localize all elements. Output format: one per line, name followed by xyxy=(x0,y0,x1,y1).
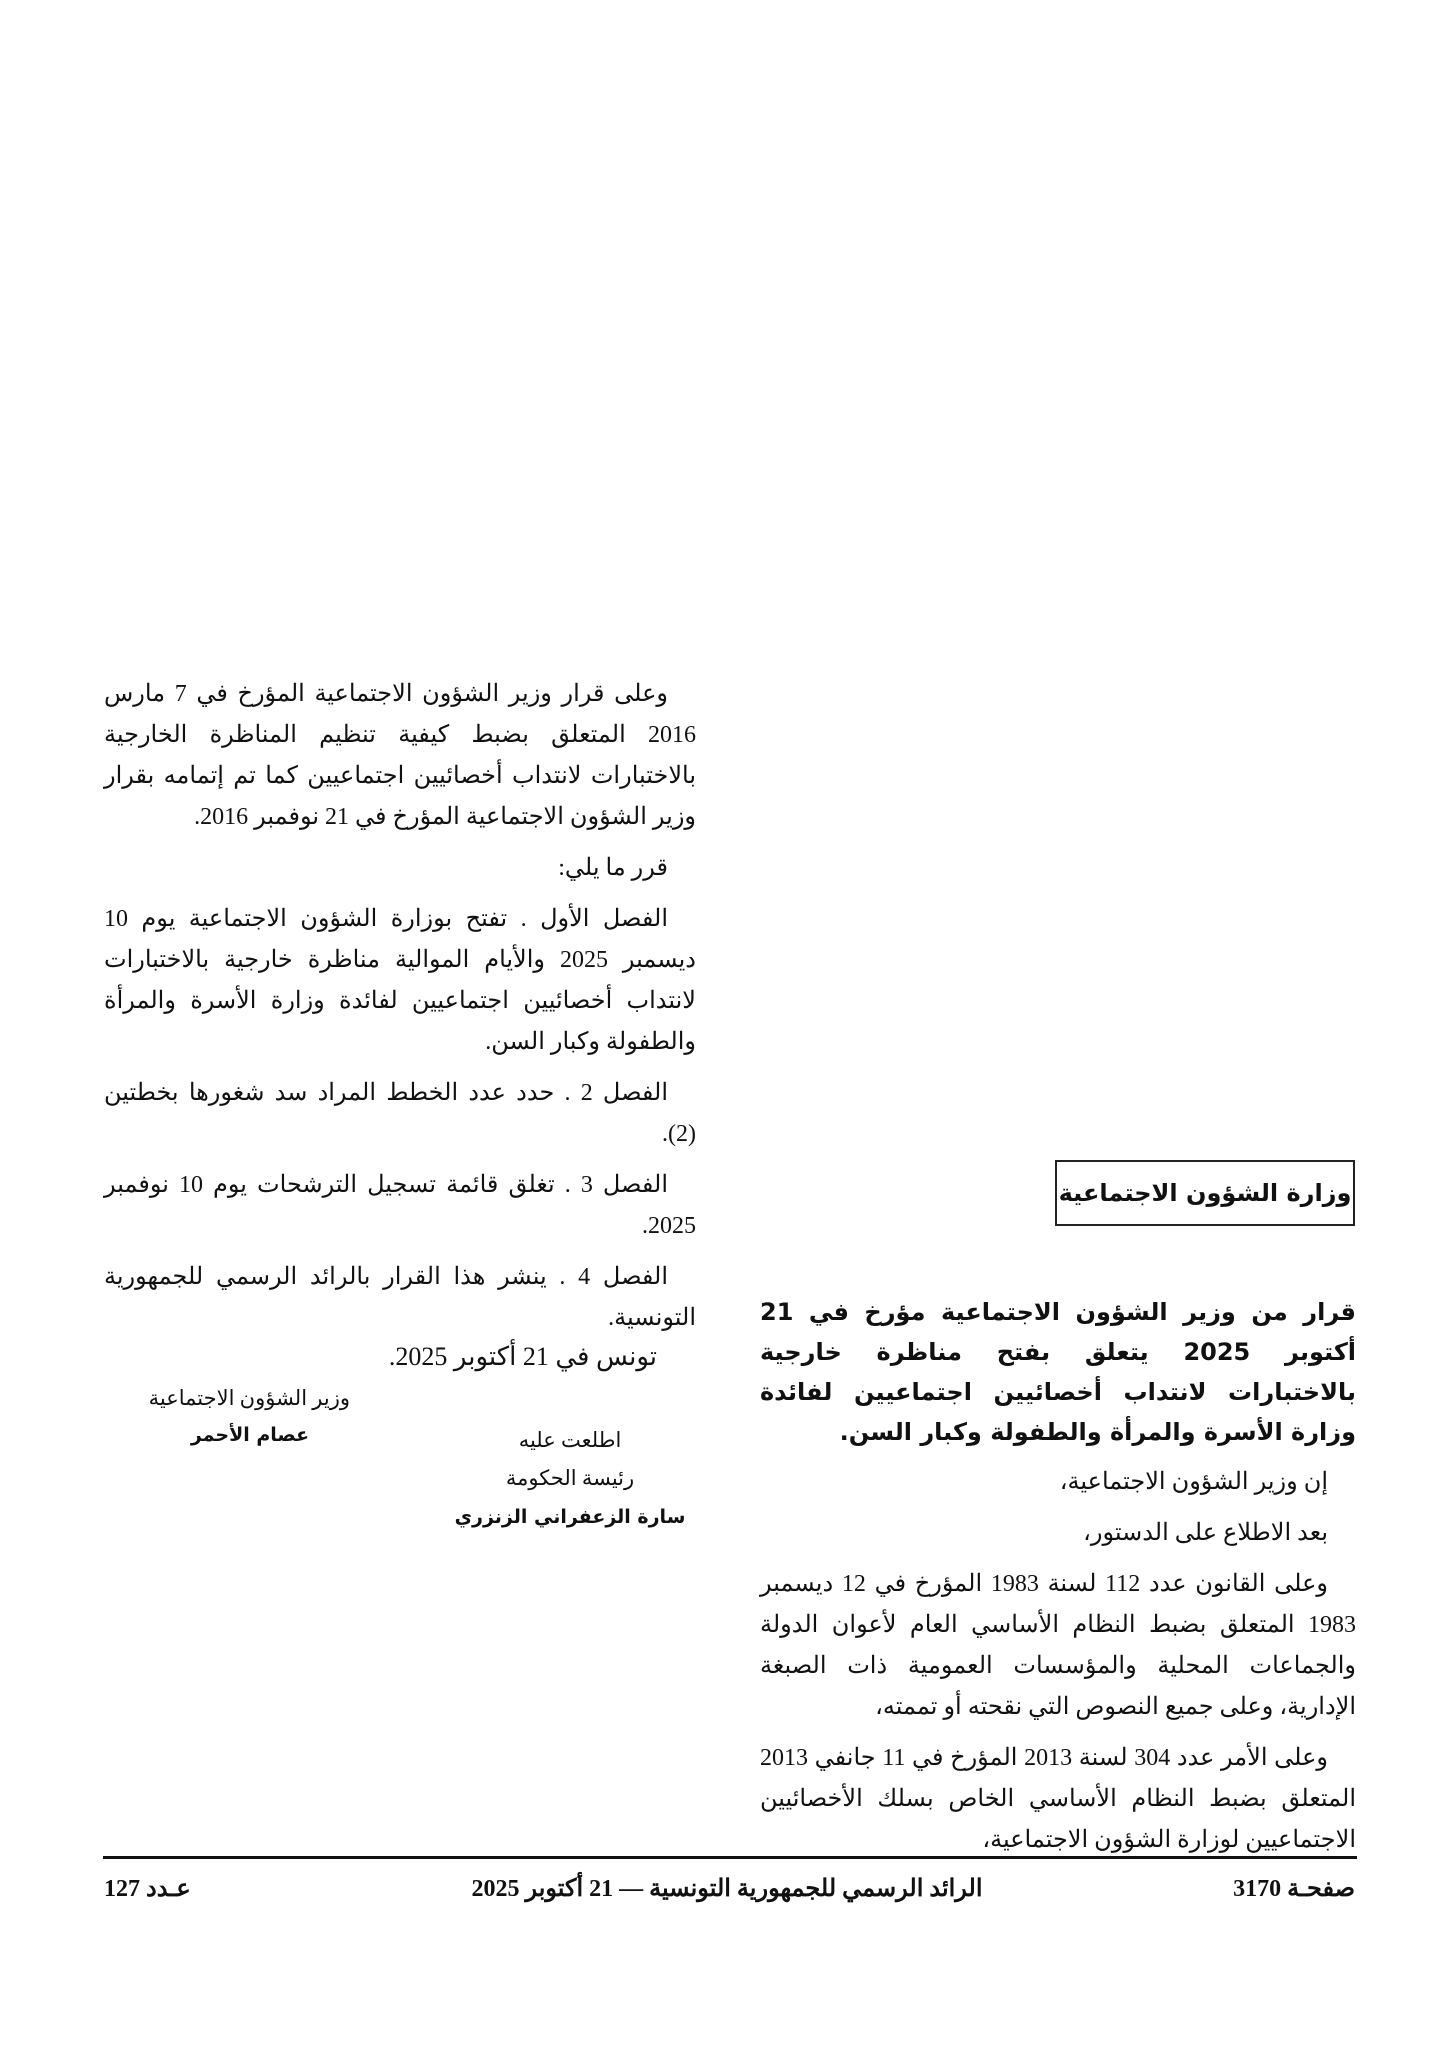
article-4: الفصل 4 . ينشر هذا القرار بالرائد الرسمي للجمهورية التونسية. xyxy=(104,1264,696,1331)
seen-label: اطلعت عليه xyxy=(518,1428,622,1452)
decides-line: قرر ما يلي: xyxy=(558,855,668,881)
decree-title: قرار من وزير الشؤون الاجتماعية مؤرخ في 21 أكتوبر 2025 يتعلق بفتح مناظرة خارجية بالاختبارات لانتداب أخصائيين اجتماعيين لفائدة وزارة الأسرة والمرأة والطفولة وكبار السن. xyxy=(760,1298,1357,1446)
footer-page-number: صفحـة 3170 xyxy=(1233,1876,1355,1902)
left-column xyxy=(104,674,696,1349)
head-of-government-title: رئيسة الحكومة xyxy=(505,1466,635,1490)
date-place: تونس في 21 أكتوبر 2025. xyxy=(388,1342,657,1371)
preamble-order-2013: وعلى الأمر عدد 304 لسنة 2013 المؤرخ في 11 جانفي 2013 المتعلق بضبط النظام الأساسي الخاص بسلك الأخصائيين الاجتماعيين لوزارة الشؤون الاجتماعية، xyxy=(760,1745,1356,1853)
footer-publication: الرائد الرسمي للجمهورية التونسية — 21 أكتوبر 2025 xyxy=(471,1876,983,1902)
head-of-government-name: سارة الزعفراني الزنزري xyxy=(454,1506,686,1528)
article-3: الفصل 3 . تغلق قائمة تسجيل الترشحات يوم 10 نوفمبر 2025. xyxy=(104,1172,696,1239)
article-1: الفصل الأول . تفتح بوزارة الشؤون الاجتماعية يوم 10 ديسمبر 2025 والأيام الموالية مناظرة خارجية بالاختبارات لانتداب أخصائيين اجتماعيين لفائدة وزارة الأسرة والمرأة والطفولة وكبار السن. xyxy=(104,906,696,1055)
preamble-minister: إن وزير الشؤون الاجتماعية، xyxy=(1059,1469,1328,1495)
minister-name: عصام الأحمر xyxy=(190,1424,310,1446)
preamble-decision-2016: وعلى قرار وزير الشؤون الاجتماعية المؤرخ في 7 مارس 2016 المتعلق بضبط كيفية تنظيم المناظرة الخارجية بالاختبارات لانتداب أخصائيين اجتماعيين كما تم إتمامه بقرار وزير الشؤون الاجتماعية المؤرخ في 21 نوفمبر 2016. xyxy=(104,681,696,830)
ministry-header-box xyxy=(1055,1160,1355,1226)
right-column xyxy=(760,1292,1356,1871)
ministry-header: وزارة الشؤون الاجتماعية xyxy=(1058,1179,1352,1207)
footer-issue-number: عـدد 127 xyxy=(104,1876,191,1902)
preamble-law-1983: وعلى القانون عدد 112 لسنة 1983 المؤرخ في 12 ديسمبر 1983 المتعلق بضبط النظام الأساسي العام لأعوان الدولة والجماعات المحلية والمؤسسات العمومية ذات الصبغة الإدارية، وعلى جميع النصوص التي نقحته أو تممته، xyxy=(760,1571,1356,1720)
footer-rule xyxy=(103,1856,1357,1859)
minister-title: وزير الشؤون الاجتماعية xyxy=(148,1386,350,1410)
article-2: الفصل 2 . حدد عدد الخطط المراد سد شغورها بخطتين (2). xyxy=(104,1080,696,1147)
preamble-constitution: بعد الاطلاع على الدستور، xyxy=(1083,1520,1328,1546)
